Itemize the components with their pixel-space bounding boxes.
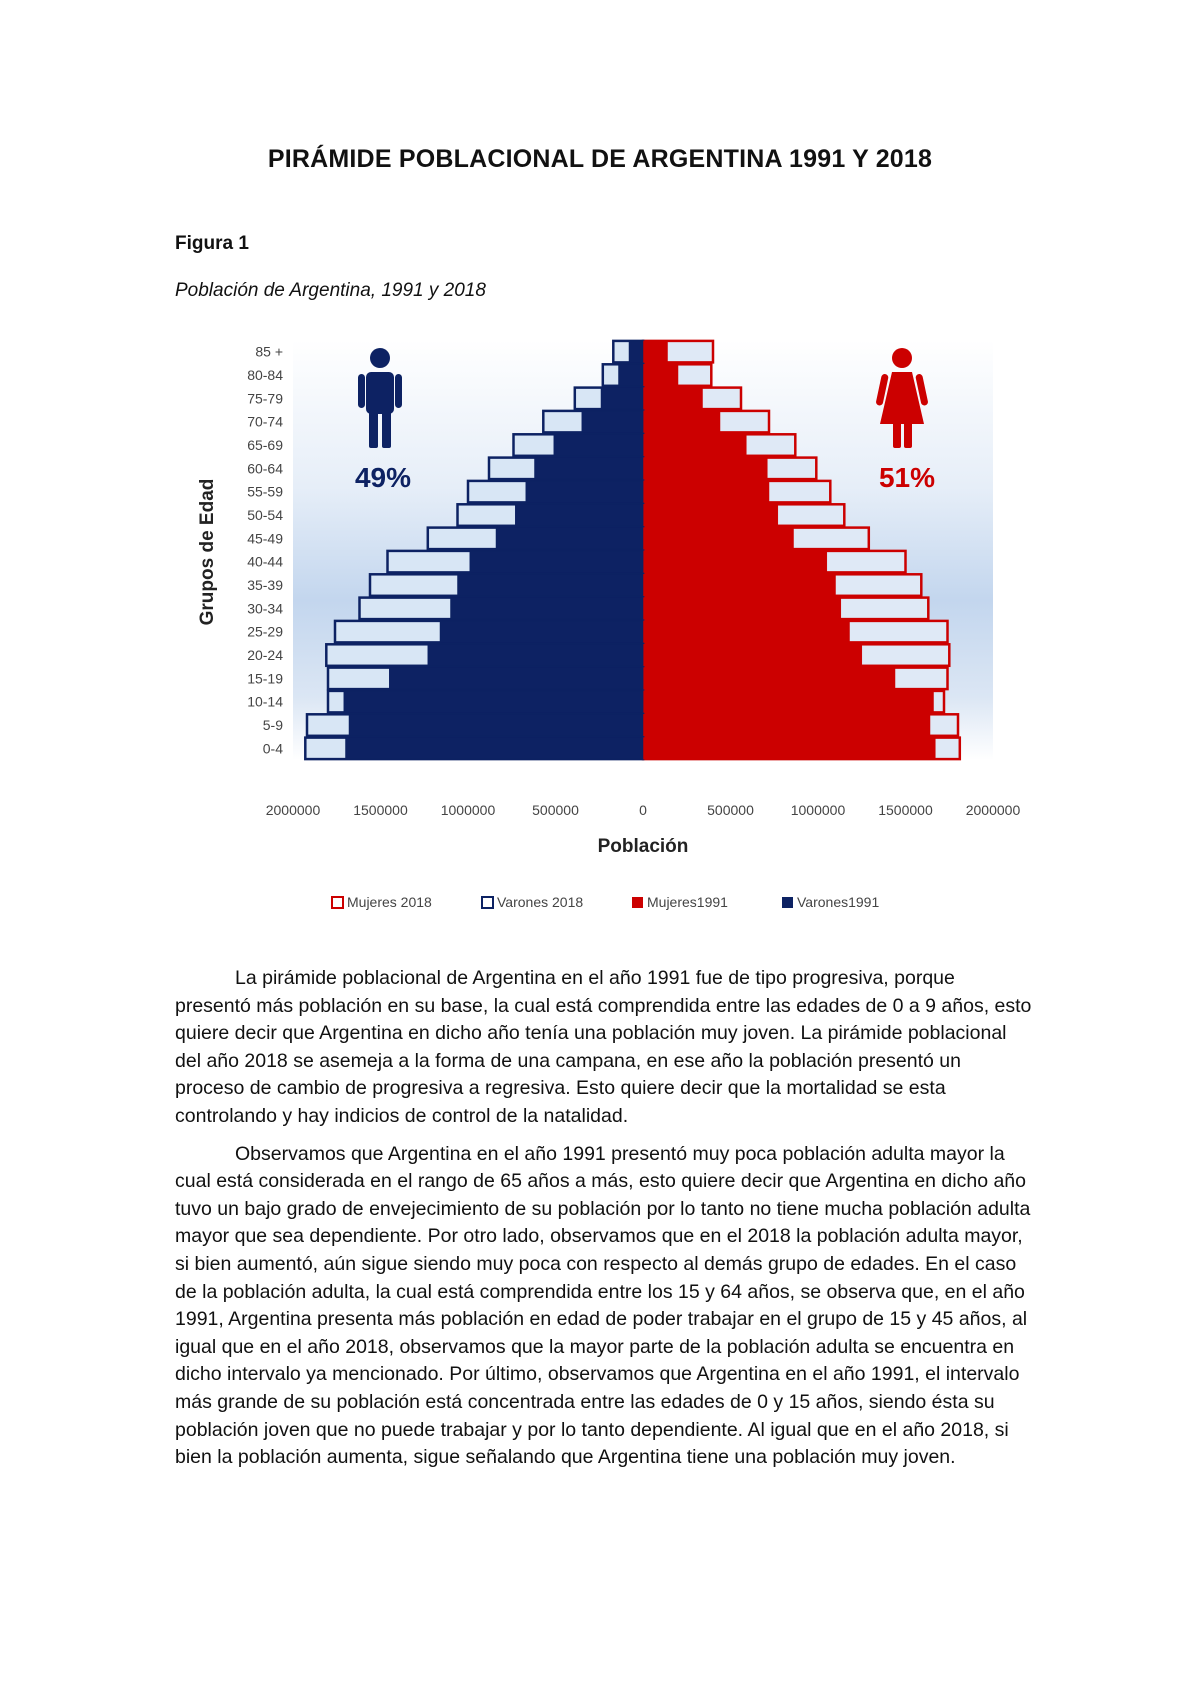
- y-tick-label: 85 +: [255, 343, 283, 360]
- bar-varones1991-55-59: [526, 481, 643, 503]
- x-tick-label: 1500000: [878, 802, 933, 818]
- paragraph-2: Observamos que Argentina en el año 1991 presentó muy poca población adulta mayor la cual está considerada en el rango de 65 años a más, esto quiere decir que Argentina en dicho año tuvo un bajo grado de envejecimiento de su población por lo tanto no tiene mucha población adulta mayor que sea dependiente. Por otro lado, observamos que en el 2018 la población adulta mayor, si bien aumentó, aún sigue siendo muy poca con respecto al demás grupo de edades. En el caso de la población adulta, la cual está comprendida entre los 15 y 64 años, se observa que, en el año 1991, Argentina presenta más población en edad de poder trabajar en el grupo de 15 y 45 años, al igual que en el año 2018, observamos que la mayor parte de la población adulta se encuentra en dicho intervalo ya mencionado. Por último, observamos que Argentina en el año 1991, el intervalo más grande de su población está concentrada entre las edades de 0 y 15 años, siendo ésta su población joven que no puede trabajar y por lo tanto dependiente. Al igual que en el año 2018, si bien la población aumenta, sigue señalando que Argentina tiene una población muy joven.: [175, 1142, 1031, 1469]
- bar-mujeres1991-5-9: [643, 714, 930, 736]
- y-tick-label: 75-79: [247, 390, 283, 407]
- bar-varones1991-85+: [629, 341, 643, 363]
- y-tick-label: 35-39: [247, 577, 283, 593]
- y-tick-label: 0-4: [262, 740, 283, 757]
- bar-varones1991-45-49: [496, 528, 643, 550]
- x-tick-label: 500000: [707, 802, 754, 818]
- y-tick-label: 65-69: [247, 437, 283, 453]
- legend-label: Varones 2018: [497, 894, 584, 910]
- bar-varones1991-60-64: [535, 458, 644, 480]
- y-tick-label: 50-54: [247, 507, 283, 523]
- y-tick-label: 25-29: [247, 623, 283, 640]
- bar-mujeres1991-80-84: [643, 364, 678, 386]
- bar-mujeres1991-70-74: [643, 411, 720, 433]
- bar-varones1991-10-14: [344, 691, 643, 713]
- y-tick-label: 55-59: [247, 483, 283, 500]
- x-tick-label: 1000000: [440, 802, 496, 818]
- female-percentage-label: 51%: [878, 462, 936, 493]
- x-tick-labels: [266, 802, 1020, 818]
- bar-mujeres1991-40-44: [643, 551, 827, 573]
- paragraph-1: La pirámide poblacional de Argentina en el año 1991 fue de tipo progresiva, porque presentó más población en su base, la cual está comprendida entre las edades de 0 a 9 años, esto quiere decir que Argentina en dicho año tenía una población muy joven. La pirámide poblacional del año 2018 se asemeja a la forma de una campana, en ese año la población presentó un proceso de cambio de progresiva a regresiva. Esto quiere decir que la mortalidad se esta controlando y hay indicios de control de la natalidad.: [175, 967, 1032, 1127]
- x-tick-label: 1500000: [353, 802, 408, 818]
- figure-label: Figura 1: [175, 233, 249, 254]
- bar-mujeres1991-85+: [643, 341, 668, 363]
- bar-varones1991-70-74: [582, 411, 643, 433]
- y-tick-label: 45-49: [247, 530, 283, 547]
- y-tick-label: 40-44: [247, 553, 283, 570]
- y-tick-label: 70-74: [247, 413, 283, 430]
- y-axis-title: Grupos de Edad: [197, 478, 218, 626]
- bar-mujeres1991-25-29: [643, 621, 850, 643]
- bar-mujeres1991-10-14: [643, 691, 934, 713]
- bar-mujeres1991-20-24: [643, 644, 862, 666]
- y-tick-label: 30-34: [247, 600, 283, 617]
- male-percentage-label: 49%: [354, 462, 412, 493]
- legend-label: Mujeres1991: [647, 894, 728, 910]
- legend-label: Mujeres 2018: [347, 894, 432, 910]
- body-text: [175, 965, 1035, 1482]
- legend-swatch: [482, 897, 493, 908]
- bar-varones1991-5-9: [349, 714, 643, 736]
- bar-varones1991-50-54: [515, 504, 643, 526]
- bar-varones1991-25-29: [440, 621, 643, 643]
- y-tick-label: 5-9: [262, 717, 283, 733]
- x-tick-label: 2000000: [965, 802, 1020, 818]
- y-tick-label: 10-14: [247, 693, 283, 710]
- y-tick-label: 20-24: [247, 647, 283, 663]
- legend-swatch: [782, 897, 793, 908]
- document-title: PIRÁMIDE POBLACIONAL DE ARGENTINA 1991 Y 2018: [267, 145, 933, 173]
- bar-mujeres1991-55-59: [643, 481, 769, 503]
- x-axis-title: Población: [597, 836, 689, 857]
- population-pyramid-chart: [180, 320, 1020, 910]
- bar-mujeres1991-65-69: [643, 434, 746, 456]
- x-tick-label: 1000000: [790, 802, 846, 818]
- bar-varones1991-40-44: [470, 551, 643, 573]
- y-tick-label: 60-64: [247, 460, 283, 477]
- x-tick-label: 500000: [532, 802, 579, 818]
- bar-mujeres1991-45-49: [643, 528, 794, 550]
- bar-varones1991-75-79: [601, 388, 643, 410]
- x-tick-label: 0: [639, 802, 647, 818]
- figure-caption: Población de Argentina, 1991 y 2018: [175, 280, 486, 301]
- bar-mujeres1991-15-19: [643, 668, 895, 690]
- bar-varones1991-35-39: [458, 574, 644, 596]
- legend-swatch: [632, 897, 643, 908]
- bar-mujeres1991-0-4: [643, 738, 935, 760]
- legend-swatch: [332, 897, 343, 908]
- y-tick-label: 80-84: [247, 367, 283, 383]
- bar-mujeres1991-50-54: [643, 504, 778, 526]
- bar-varones1991-15-19: [389, 668, 643, 690]
- bar-mujeres1991-60-64: [643, 458, 767, 480]
- bar-varones1991-80-84: [619, 364, 644, 386]
- bar-varones1991-65-69: [554, 434, 643, 456]
- bar-varones1991-20-24: [428, 644, 643, 666]
- bar-mujeres1991-35-39: [643, 574, 836, 596]
- bar-varones1991-0-4: [346, 738, 644, 760]
- x-tick-label: 2000000: [265, 802, 321, 818]
- y-tick-labels: [247, 344, 283, 757]
- y-tick-label: 15-19: [247, 670, 283, 687]
- bar-varones1991-30-34: [451, 598, 644, 620]
- legend-label: Varones1991: [797, 894, 880, 910]
- bar-mujeres1991-30-34: [643, 598, 841, 620]
- chart-legend: [332, 894, 879, 910]
- bar-mujeres1991-75-79: [643, 388, 703, 410]
